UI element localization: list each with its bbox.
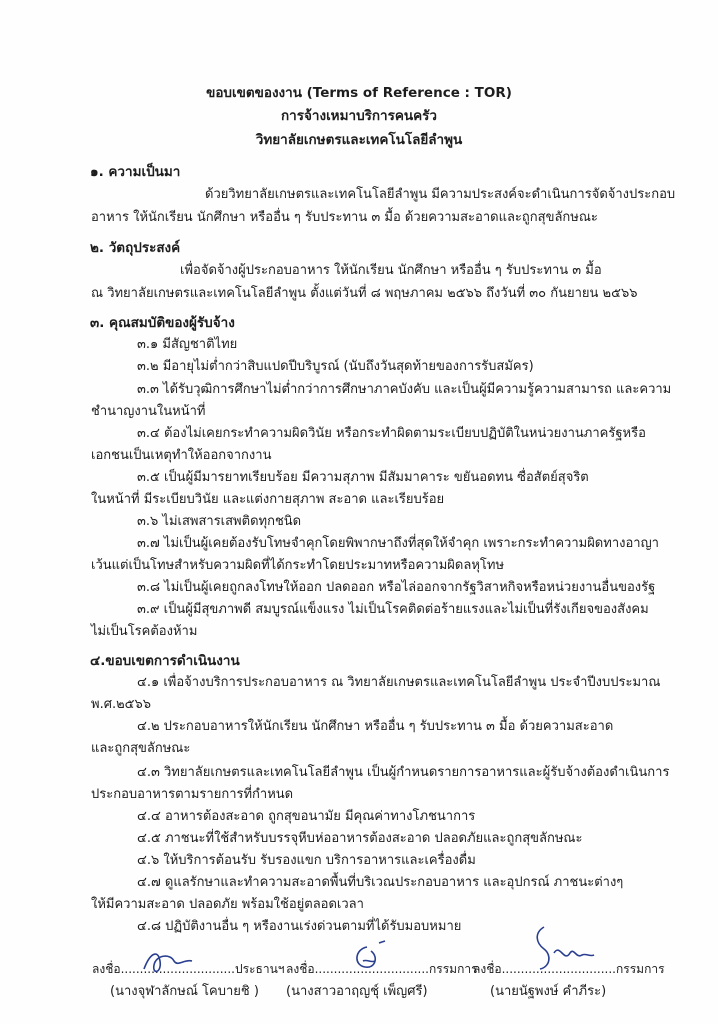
section-4-item-6: ๔.๖ ให้บริการต้อนรับ รับรองแขก บริการอาหารและเครื่องดื่ม <box>137 853 476 868</box>
section-3-item-4-line-2: เอกชนเป็นเหตุทำให้ออกจากงาน <box>91 448 272 463</box>
section-4-item-2-line-1: ๔.๒ ประกอบอาหารให้นักเรียน นักศึกษา หรืออื่น ๆ รับประทาน ๓ มื้อ ด้วยความสะอาด <box>137 719 614 734</box>
section-4-item-4: ๔.๔ อาหารต้องสะอาด ถูกสุขอนามัย มีคุณค่าทางโภชนาการ <box>137 809 476 824</box>
section-3-item-2: ๓.๒ มีอายุไม่ต่ำกว่าสิบแปดปีบริบูรณ์ (นับถึงวันสุดท้ายของการรับสมัคร) <box>137 359 534 374</box>
signature-2-scribble-icon <box>345 937 395 977</box>
section-2-title: ๒. วัตถุประสงค์ <box>90 240 181 256</box>
signature-3-name: (นายนัฐพงษ์ คำภีระ) <box>490 984 607 999</box>
section-2-line-2: ณ วิทยาลัยเกษตรและเทคโนโลยีลำพูน ตั้งแต่วันที่ ๘ พฤษภาคม ๒๕๖๖ ถึงวันที่ ๓๐ กันยายน ๒๕๖๖ <box>91 286 638 301</box>
section-4-item-3-line-2: ประกอบอาหารตามรายการที่กำหนด <box>91 787 294 802</box>
signature-1-name: (นางจุฬาลักษณ์ โคบายชิ ) <box>110 984 259 999</box>
section-4-item-2-line-2: และถูกสุขลักษณะ <box>91 741 191 756</box>
section-3-item-4-line-1: ๓.๔ ต้องไม่เคยกระทำความผิดวินัย หรือกระทำผิดตามระเบียบปฏิบัติในหน่วยงานภาครัฐหรือ <box>137 426 646 441</box>
signature-1-line: ลงชื่อ..............................ประธานฯ <box>92 962 285 976</box>
section-3-item-9-line-2: ไม่เป็นโรคต้องห้าม <box>91 624 198 639</box>
section-3-item-5-line-2: ในหน้าที่ มีระเบียบวินัย และแต่งกายสุภาพ สะอาด และเรียบร้อย <box>91 492 445 507</box>
section-3-item-7-line-1: ๓.๗ ไม่เป็นผู้เคยต้องรับโทษจำคุกโดยพิพากษาถึงที่สุดให้จำคุก เพราะกระทำความผิดทางอาญา <box>137 536 659 551</box>
section-4-item-5: ๔.๕ ภาชนะที่ใช้สำหรับบรรจุหีบห่ออาหารต้องสะอาด ปลอดภัยและถูกสุขลักษณะ <box>137 831 583 846</box>
signature-block <box>0 945 718 1015</box>
section-4-item-8: ๔.๘ ปฏิบัติงานอื่น ๆ หรืองานเร่งด่วนตามที่ได้รับมอบหมาย <box>137 919 462 934</box>
signature-3-line: ลงชื่อ..............................กรรมการ <box>473 962 665 976</box>
section-3-item-8: ๓.๘ ไม่เป็นผู้เคยถูกลงโทษให้ออก ปลดออก หรือไล่ออกจากรัฐวิสาหกิจหรือหน่วยงานอื่นของรัฐ <box>137 580 656 595</box>
section-1-line-2: อาหาร ให้นักเรียน นักศึกษา หรืออื่น ๆ รับประทาน ๓ มื้อ ด้วยความสะอาดและถูกสุขลักษณะ <box>91 210 598 225</box>
signature-2-name: (นางสาวอาฤญชุ์ เพ็ญศรี) <box>286 984 428 999</box>
section-3-item-7-line-2: เว้นแต่เป็นโทษสำหรับความผิดที่ได้กระทำโดยประมาทหรือความผิดลหุโทษ <box>91 558 505 573</box>
section-4-item-3-line-1: ๔.๓ วิทยาลัยเกษตรและเทคโนโลยีลำพูน เป็นผู้กำหนดรายการอาหารและผู้รับจ้างต้องดำเนินการ <box>137 765 670 780</box>
doc-subtitle: การจ้างเหมาบริการคนครัว <box>280 108 438 124</box>
section-3-item-1: ๓.๑ มีสัญชาติไทย <box>137 337 238 352</box>
signature-3-scribble-icon <box>530 923 600 983</box>
section-3-item-5-line-1: ๓.๕ เป็นผู้มีมารยาทเรียบร้อย มีความสุภาพ มีสัมมาคาระ ขยันอดทน ซื่อสัตย์สุจริต <box>137 470 589 485</box>
section-4-title: ๔.ขอบเขตการดำเนินงาน <box>90 653 240 669</box>
doc-title: ขอบเขตของงาน (Terms of Reference : TOR) <box>206 85 512 101</box>
section-3-item-9-line-1: ๓.๙ เป็นผู้มีสุขภาพดี สมบูรณ์แข็งแรง ไม่เป็นโรคติดต่อร้ายแรงและไม่เป็นที่รังเกียจของสังคม <box>137 602 649 617</box>
section-3-item-3-line-1: ๓.๓ ได้รับวุฒิการศึกษาไม่ต่ำกว่าการศึกษาภาคบังคับ และเป็นผู้มีความรู้ความสามารถ และความ <box>137 382 672 397</box>
section-2-line-1: เพื่อจัดจ้างผู้ประกอบอาหาร ให้นักเรียน นักศึกษา หรืออื่น ๆ รับประทาน ๓ มื้อ <box>180 263 602 278</box>
section-4-item-7-line-2: ให้มีความสะอาด ปลอดภัย พร้อมใช้อยู่ตลอดเวลา <box>91 897 364 912</box>
section-3-item-3-line-2: ชำนาญงานในหน้าที่ <box>91 404 206 419</box>
section-3-title: ๓. คุณสมบัติของผู้รับจ้าง <box>90 315 235 331</box>
section-4-item-7-line-1: ๔.๗ ดูแลรักษาและทำความสะอาดพื้นที่บริเวณประกอบอาหาร และอุปกรณ์ ภาชนะต่างๆ <box>137 875 624 890</box>
signature-1-scribble-icon <box>140 947 200 977</box>
signature-2-line: ลงชื่อ..............................กรรมการ <box>286 962 478 976</box>
section-1-line-1: ด้วยวิทยาลัยเกษตรและเทคโนโลยีลำพูน มีความประสงค์จะดำเนินการจัดจ้างประกอบ <box>205 187 676 202</box>
doc-organization: วิทยาลัยเกษตรและเทคโนโลยีลำพูน <box>255 132 463 148</box>
section-4-item-1-line-2: พ.ศ.๒๕๖๖ <box>91 697 151 712</box>
section-4-item-1-line-1: ๔.๑ เพื่อจ้างบริการประกอบอาหาร ณ วิทยาลัยเกษตรและเทคโนโลยีลำพูน ประจำปีงบประมาณ <box>137 675 661 690</box>
section-1-title: ๑. ความเป็นมา <box>90 164 181 180</box>
section-3-item-6: ๓.๖ ไม่เสพสารเสพติดทุกชนิด <box>137 514 302 529</box>
